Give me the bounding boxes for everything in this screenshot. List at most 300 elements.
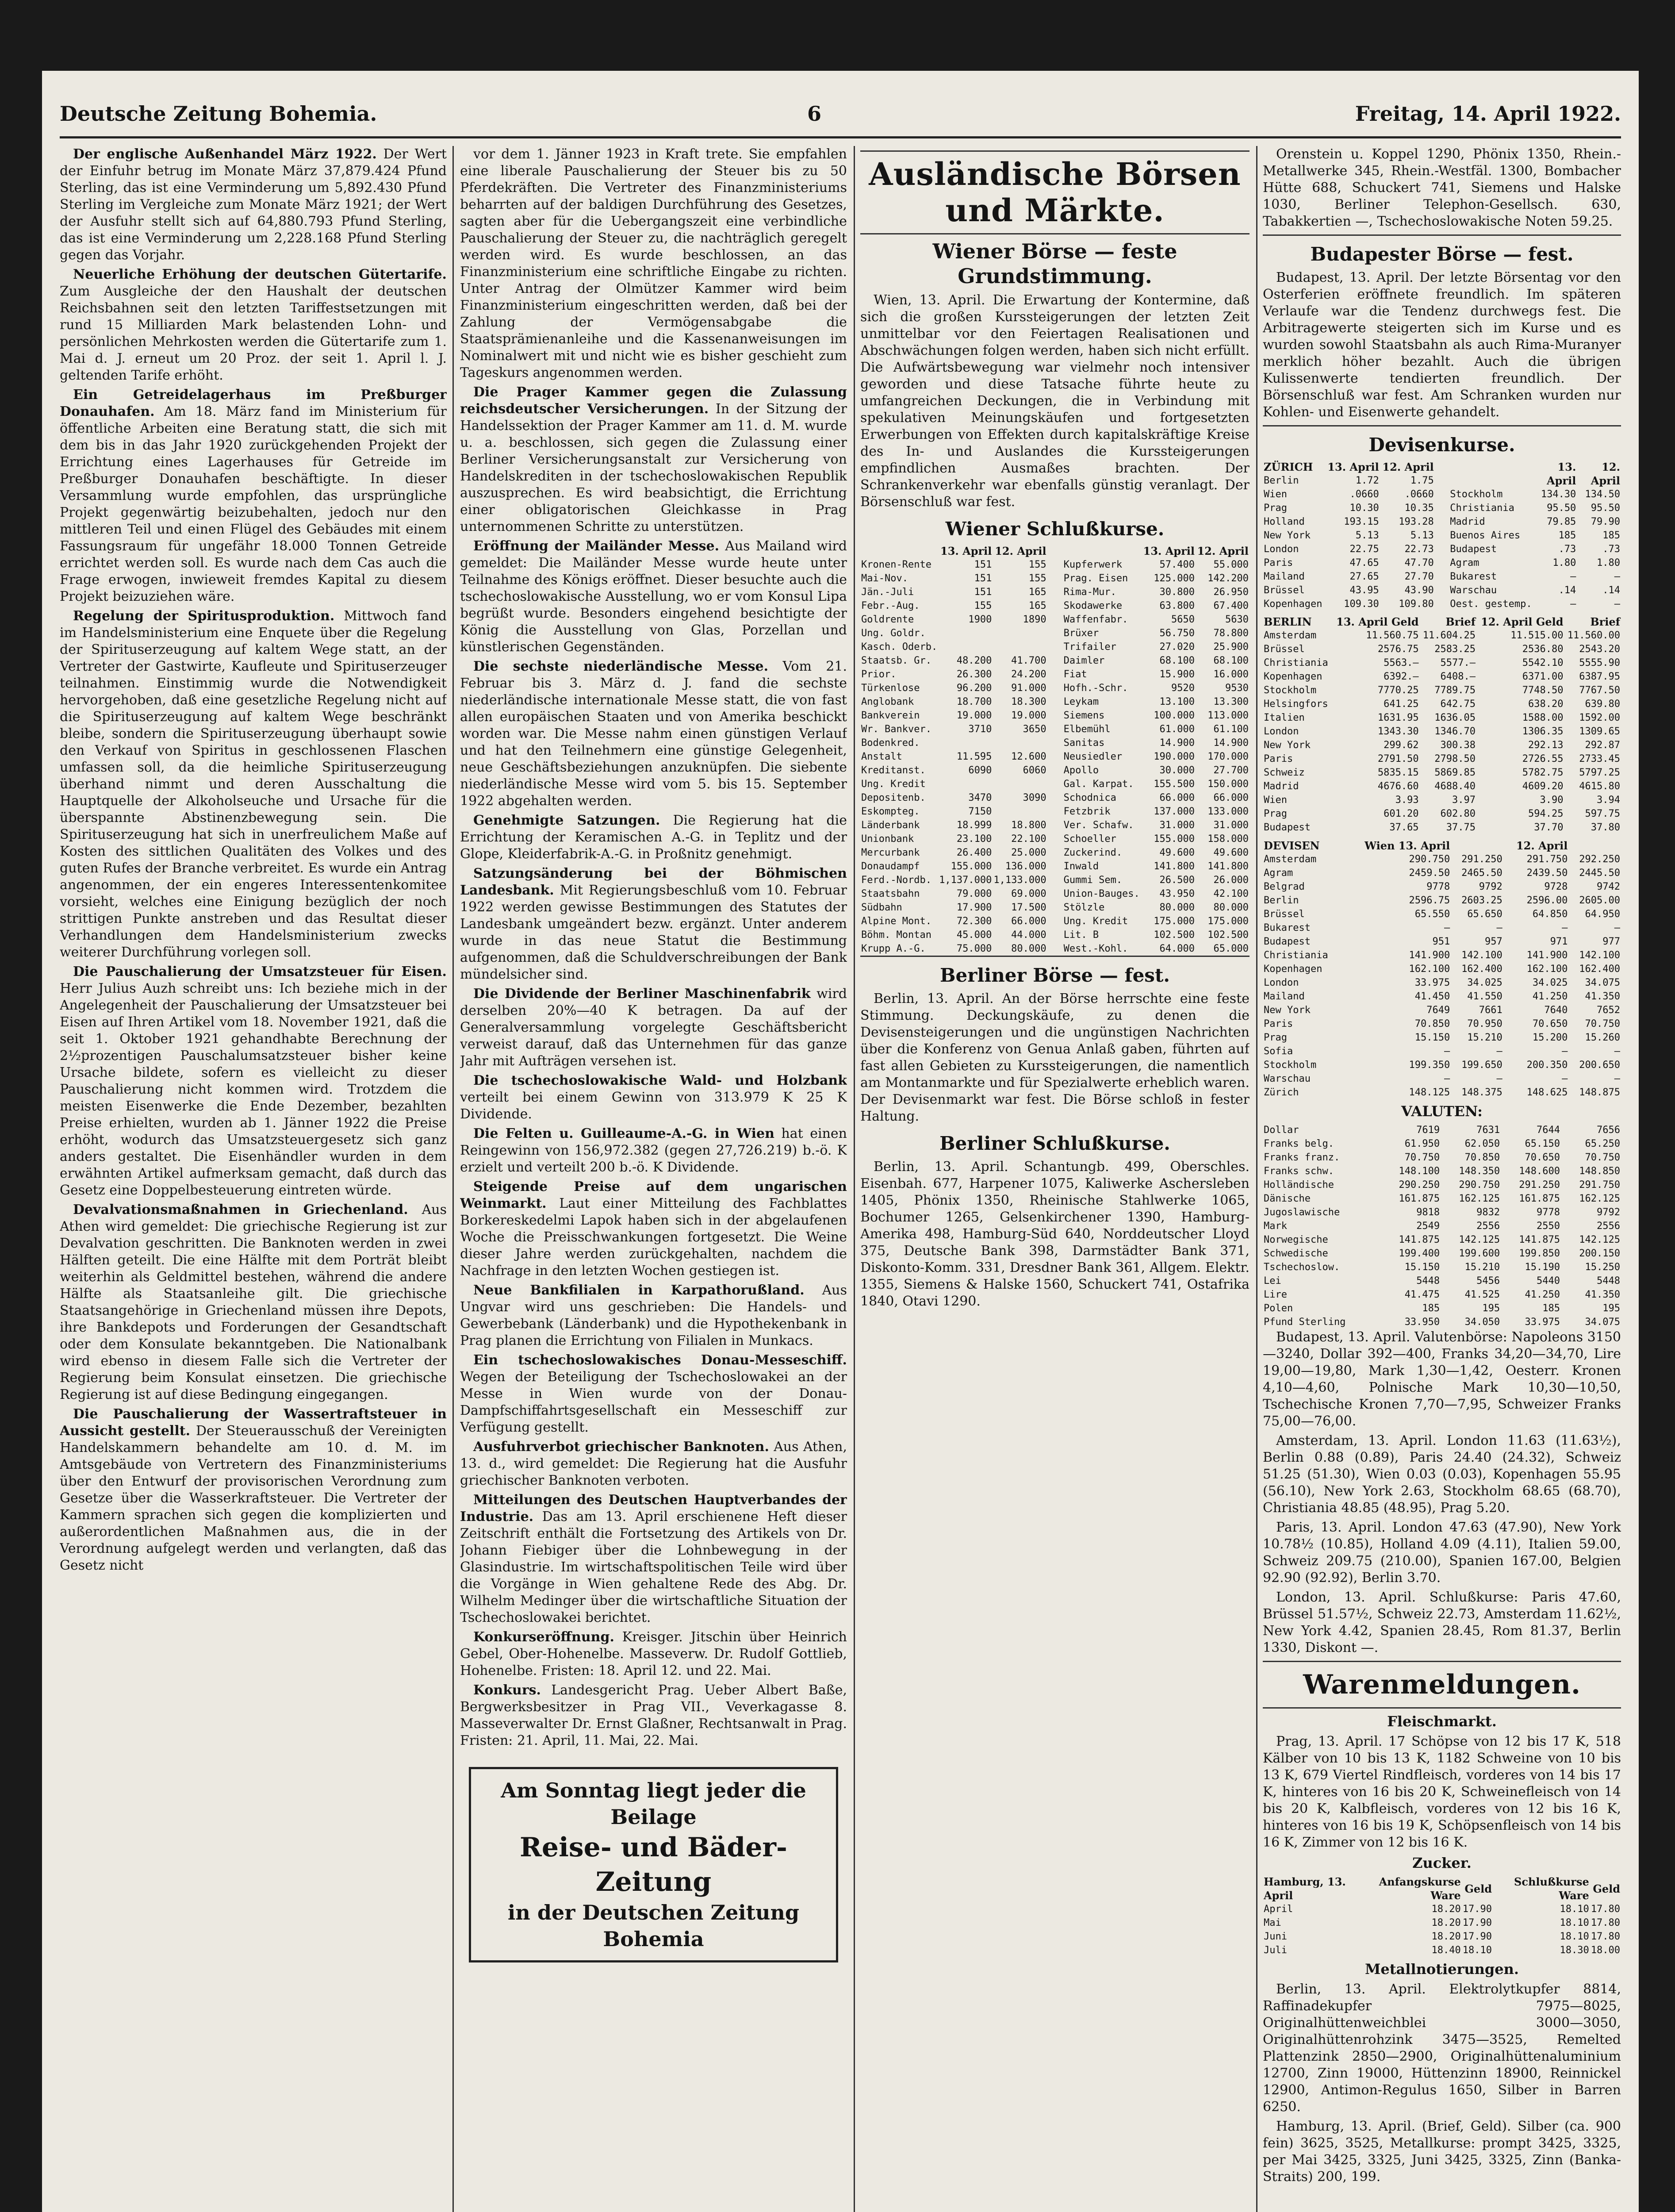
row-label: Italien bbox=[1264, 712, 1305, 723]
row-label: Mercurbank bbox=[861, 847, 920, 858]
table-row bbox=[1263, 1274, 1621, 1288]
row-label: Siemens bbox=[1063, 710, 1105, 721]
row-value: 641.25 bbox=[1384, 699, 1419, 710]
row-value: 185 bbox=[1422, 1303, 1440, 1314]
row-value: 2596.75 bbox=[1409, 895, 1450, 906]
article-text: Zum Ausgleiche der den Haushalt der deutschen Reichsbahnen seit den letzten Tariffestsetzungen mit rund 15 Milliarden Mark belastenden Lohn- und persönlichen Mehrkosten werden die Gütertarife zum 1. Mai d. J. erneut um 20 Proz. der seit 1. April l. J. geltenden Tarife erhöht. bbox=[60, 284, 447, 383]
row-value: 3.93 bbox=[1395, 795, 1419, 806]
row-value: 31.000 bbox=[1159, 820, 1195, 831]
row-value: 199.650 bbox=[1461, 1060, 1503, 1071]
table-row bbox=[1063, 901, 1250, 914]
table-row bbox=[1063, 572, 1250, 585]
column-header bbox=[1568, 839, 1621, 853]
row-value: 9818 bbox=[1416, 1207, 1440, 1218]
table-row bbox=[1263, 780, 1621, 793]
row-value: 11.604.25 bbox=[1422, 630, 1476, 641]
table-row bbox=[1449, 529, 1621, 542]
row-label: Jän.-Juli bbox=[861, 587, 914, 598]
row-value bbox=[993, 736, 1047, 750]
row-value: 66.000 bbox=[1213, 792, 1249, 803]
row-value: 151 bbox=[974, 573, 992, 584]
zurich-table-left bbox=[1263, 460, 1435, 611]
row-value: 3090 bbox=[1023, 792, 1046, 803]
row-value: 66.000 bbox=[1159, 792, 1195, 803]
article bbox=[60, 387, 447, 605]
row-value: 9520 bbox=[1171, 683, 1195, 694]
table-row bbox=[1263, 1123, 1621, 1137]
row-value: 2576.75 bbox=[1377, 644, 1419, 655]
row-value: 70.650 bbox=[1525, 1152, 1560, 1163]
article-title: Genehmigte Satzungen. bbox=[473, 813, 660, 828]
table-row bbox=[1263, 629, 1621, 642]
row-label: Mailand bbox=[1264, 571, 1305, 582]
row-value: 15.260 bbox=[1585, 1032, 1620, 1043]
row-value: 113.000 bbox=[1207, 710, 1249, 721]
table-row bbox=[860, 709, 1047, 722]
row-value: 5869.85 bbox=[1434, 767, 1476, 778]
row-value: 148.100 bbox=[1399, 1166, 1440, 1177]
row-value: 61.000 bbox=[1159, 724, 1195, 735]
row-label: Südbahn bbox=[861, 902, 902, 913]
row-label: Mai-Nov. bbox=[861, 573, 908, 584]
row-value: 141.875 bbox=[1399, 1234, 1440, 1245]
budapest-currency-report: Budapest, 13. April. Valutenbörse: Napoleons 3150—3240, Dollar 392—400, Franks 34,20—34,70, Lire 19,00—19,80, Mark 1,30—1,42, Oesterr. Kronen 4,10—4,60, Polnische Mark 10,30—10,50, Tschechische Kronen 7,70—7,95, Schweizer Franks 75,00—76,00. bbox=[1263, 1329, 1621, 1429]
date-header: 12. April bbox=[1197, 545, 1249, 557]
table-row bbox=[1449, 584, 1621, 597]
row-label: Madrid bbox=[1264, 781, 1299, 792]
row-value: 17.90 bbox=[1462, 1917, 1492, 1928]
article bbox=[460, 1682, 847, 1749]
article bbox=[60, 964, 447, 1199]
row-value: 142.100 bbox=[1461, 950, 1503, 961]
row-value: 26.400 bbox=[956, 847, 992, 858]
row-label: Pfund Sterling bbox=[1264, 1317, 1346, 1328]
table-row bbox=[1263, 515, 1435, 529]
article-title: Die tschechoslowakische Wald- und Holzbank bbox=[473, 1073, 847, 1088]
london-report: London, 13. April. Schlußkurse: Paris 47.60, Brüssel 51.57½, Schweiz 22.73, Amsterdam 11.62½, New York 4.42, Spanien 28.45, Rom 81.37, Berlin 1330, Diskont —. bbox=[1263, 1590, 1621, 1655]
row-value: 5456 bbox=[1476, 1275, 1500, 1286]
section-rule bbox=[1263, 425, 1621, 426]
row-value: 291.250 bbox=[1461, 854, 1503, 865]
row-value: 15.210 bbox=[1467, 1032, 1503, 1043]
row-value: 17.90 bbox=[1462, 1904, 1492, 1915]
table-row bbox=[1263, 529, 1435, 542]
row-value: — bbox=[1496, 1073, 1503, 1084]
table-row bbox=[1063, 599, 1250, 613]
row-label: Budapest bbox=[1264, 936, 1311, 947]
row-label: Depositenb. bbox=[861, 792, 926, 803]
row-value: 2445.50 bbox=[1579, 868, 1620, 879]
berlin-exchange-report: Berlin, 13. April. An der Börse herrschte eine feste Stimmung. Deckungskäufe, zu denen die Devisensteigerungen und die ungünstigen Nachrichten über die Konferenz von Genua Anlaß gaben, führten auf fast allen Gebieten zu Kurssteigerungen, die namentlich am Montanmarkte und für Spezialwerte erheblich waren. Der Devisenmarkt war fest. Die Börse schloß in fester Haltung. bbox=[860, 991, 1250, 1124]
row-label: Böhm. Montan bbox=[861, 929, 931, 941]
row-value: 151 bbox=[974, 587, 992, 598]
row-value: 9792 bbox=[1479, 881, 1503, 892]
row-value: 30.800 bbox=[1159, 587, 1195, 598]
date-header: 12. April bbox=[1591, 461, 1620, 487]
row-label: Ung. Kredit bbox=[861, 779, 926, 790]
row-value bbox=[938, 626, 993, 640]
row-value: 5797.25 bbox=[1579, 767, 1620, 778]
row-label: Ver. Schafw. bbox=[1063, 820, 1134, 831]
row-value: 162.400 bbox=[1579, 964, 1620, 975]
row-value: 195 bbox=[1602, 1303, 1620, 1314]
row-label: Fetzbrik bbox=[1063, 806, 1111, 817]
row-value: 10.35 bbox=[1404, 503, 1434, 514]
column-2 bbox=[460, 146, 847, 2212]
row-value: 18.10 bbox=[1560, 1931, 1589, 1942]
row-value: 17.80 bbox=[1591, 1917, 1620, 1928]
table-row bbox=[860, 585, 1047, 599]
row-value: 65.000 bbox=[1213, 943, 1249, 954]
table-row bbox=[860, 846, 1047, 860]
vienna-closing-table-left bbox=[860, 544, 1047, 956]
row-value: 4676.60 bbox=[1377, 781, 1419, 792]
row-label: Prag bbox=[1264, 1032, 1287, 1043]
berlin-exchange-heading: Berliner Börse — fest. bbox=[940, 964, 1170, 986]
table-row bbox=[1263, 542, 1435, 556]
table-row bbox=[1263, 1233, 1621, 1247]
row-value: 5440 bbox=[1537, 1275, 1560, 1286]
berlin-currency-table bbox=[1263, 615, 1621, 834]
row-label: Eskompteg. bbox=[861, 806, 920, 817]
table-row bbox=[1263, 684, 1621, 697]
article-title: Ausfuhrverbot griechischer Banknoten. bbox=[473, 1439, 769, 1455]
table-row bbox=[860, 681, 1047, 695]
row-value: 49.600 bbox=[1213, 847, 1249, 858]
column-header: 13. April Geld bbox=[1336, 615, 1419, 628]
row-value bbox=[938, 736, 993, 750]
row-value: 33.975 bbox=[1414, 977, 1450, 988]
section-rule bbox=[1263, 1661, 1621, 1662]
zurich-tables bbox=[1263, 460, 1621, 611]
row-value: 5563.— bbox=[1384, 657, 1419, 668]
newspaper-name: Deutsche Zeitung Bohemia. bbox=[60, 102, 377, 126]
row-value: 17.90 bbox=[1462, 1931, 1492, 1942]
row-value: 5782.75 bbox=[1522, 767, 1564, 778]
row-label: Apollo bbox=[1063, 765, 1099, 776]
row-label: Trifailer bbox=[1063, 641, 1116, 653]
table-row bbox=[1063, 736, 1250, 750]
row-value: 5555.90 bbox=[1579, 657, 1620, 668]
article-list bbox=[460, 146, 847, 1749]
table-row bbox=[1263, 1164, 1621, 1178]
row-value: 9792 bbox=[1597, 1207, 1620, 1218]
row-value: 41.700 bbox=[1011, 655, 1046, 666]
row-value: 47.65 bbox=[1349, 557, 1379, 568]
row-label: London bbox=[1264, 544, 1299, 555]
row-value: 6060 bbox=[1023, 765, 1046, 776]
article-text: Laut einer Mitteilung des Fachblattes Borkereskedelmi Lapok haben sich in der abgelaufenen Woche die Preisschwankungen fortgesetzt. Die Weine dieser Jahre werden zurückgehalten, nachdem die Nachfrage in den letzten Wochen gestiegen ist. bbox=[460, 1196, 847, 1279]
article-text: Das am 13. April erschienene Heft dieser Zeitschrift enthält die Fortsetzung des Artikels von Dr. Johann Fiebiger über die Lohnbewegung in der Glasindustrie. Im wirtschaftspolitischen Teile wird über die Vorgänge in Wien gehaltene Rede des Abg. Dr. Wilhelm Medinger über die wirtschaftliche Situation der Tschechoslowakei berichtet. bbox=[460, 1509, 847, 1625]
table-row bbox=[1263, 738, 1621, 752]
row-label: Hofh.-Schr. bbox=[1063, 683, 1128, 694]
vienna-currency-table bbox=[1263, 839, 1621, 1099]
table-row bbox=[860, 860, 1047, 873]
table-row bbox=[860, 901, 1047, 914]
row-value: 7631 bbox=[1476, 1125, 1500, 1136]
row-value: 15.210 bbox=[1464, 1262, 1500, 1273]
table-row bbox=[1063, 818, 1250, 832]
row-value: 2459.50 bbox=[1409, 868, 1450, 879]
table-row bbox=[1263, 1151, 1621, 1164]
row-label: Stockholm bbox=[1264, 685, 1317, 696]
table-row bbox=[1063, 640, 1250, 654]
row-value: 7656 bbox=[1597, 1125, 1620, 1136]
row-label: Dollar bbox=[1264, 1125, 1299, 1136]
row-label: Norwegische bbox=[1264, 1234, 1328, 1245]
row-value: 41.250 bbox=[1532, 991, 1568, 1002]
row-value: 1.80 bbox=[1597, 557, 1620, 568]
row-value: 26.500 bbox=[1159, 875, 1195, 886]
table-row bbox=[1263, 1916, 1621, 1930]
row-value: 9742 bbox=[1597, 881, 1620, 892]
row-value: 141.800 bbox=[1207, 861, 1249, 872]
table-row bbox=[1063, 860, 1250, 873]
row-value: 292.87 bbox=[1585, 740, 1620, 751]
table-row bbox=[1263, 1902, 1621, 1916]
row-label: Schweiz bbox=[1264, 767, 1305, 778]
table-row bbox=[1063, 805, 1250, 818]
table-row bbox=[1063, 654, 1250, 668]
row-value: 9778 bbox=[1537, 1207, 1560, 1218]
row-value: 34.050 bbox=[1464, 1317, 1500, 1328]
row-value: 33.975 bbox=[1525, 1317, 1560, 1328]
row-value: 15.150 bbox=[1414, 1032, 1450, 1043]
row-label: Stockholm bbox=[1264, 1060, 1317, 1071]
column-header: 12. April bbox=[1516, 839, 1568, 852]
table-row bbox=[1063, 558, 1250, 572]
row-value: 291.750 bbox=[1526, 854, 1568, 865]
row-value: 170.000 bbox=[1207, 751, 1249, 762]
article bbox=[460, 1492, 847, 1626]
row-value: 27.700 bbox=[1213, 765, 1249, 776]
row-value: 1343.30 bbox=[1377, 726, 1419, 737]
table-row bbox=[1263, 584, 1435, 597]
article-text: Aus Athen wird gemeldet: Die griechische Regierung ist zur Devalvation geschritten. Die Banknoten werden in zwei Hälften geteilt. Die eine Hälfte mit dem Porträt bleibt weiterhin als Geldmittel bestehen, während die andere Hälfte als Staatsanleihe gilt. Die griechische Staatsangehörige in Griechenland müssen ihre Depots, ihre Bankdepots und Forderungen der Gesandtschaft oder dem Konsulate bekanntgeben. Die Nationalbank wird ebenso in diesem Falle sich die Vertreter der Regierung beim Konsulat einsetzen. Die griechische Regierung ist auf diese Bedingung eingegangen. bbox=[60, 1202, 447, 1402]
row-value: 43.90 bbox=[1404, 585, 1434, 596]
article-text: hat einen Reingewinn von 156,972.382 (gegen 27,726.219) b.-ö. K erzielt und verteilt 200 b.-ö. K Dividende. bbox=[460, 1126, 847, 1175]
row-value: 37.75 bbox=[1446, 822, 1476, 833]
row-value: 141.900 bbox=[1526, 950, 1568, 961]
row-value: 18.30 bbox=[1560, 1945, 1589, 1956]
row-label: Helsingfors bbox=[1264, 699, 1328, 710]
table-row bbox=[1449, 488, 1621, 501]
row-value: 7150 bbox=[968, 806, 992, 817]
row-value: 7661 bbox=[1479, 1005, 1503, 1016]
row-label: Agram bbox=[1264, 868, 1293, 879]
paris-report: Paris, 13. April. London 47.63 (47.90), New York 10.78½ (10.85), Holland 4.09 (4.11), Italien 59.00, Schweiz 209.75 (210.00), Spanien 167.00, Belgien 92.90 (92.92), Berlin 3.70. bbox=[1263, 1520, 1621, 1586]
row-value: 6090 bbox=[968, 765, 992, 776]
row-value: 34.075 bbox=[1585, 977, 1620, 988]
row-value: 1900 bbox=[968, 614, 992, 625]
row-value: 292.13 bbox=[1528, 740, 1564, 751]
row-label: Zürich bbox=[1264, 1087, 1299, 1098]
row-label: April bbox=[1264, 1904, 1293, 1915]
table-row bbox=[1263, 821, 1621, 834]
table-row bbox=[1263, 1178, 1621, 1192]
table-row bbox=[860, 736, 1047, 750]
row-value bbox=[993, 640, 1047, 654]
row-value: 80.000 bbox=[1213, 902, 1249, 913]
row-value: 141.900 bbox=[1409, 950, 1450, 961]
row-value: 3710 bbox=[968, 724, 992, 735]
row-value: 2549 bbox=[1416, 1221, 1440, 1232]
row-value: 68.100 bbox=[1213, 655, 1249, 666]
row-value: — bbox=[1562, 1073, 1568, 1084]
row-value: 9778 bbox=[1426, 881, 1450, 892]
row-value: 70.750 bbox=[1404, 1152, 1440, 1163]
table-row bbox=[1263, 1192, 1621, 1206]
table-row bbox=[1449, 501, 1621, 515]
row-label: Gal. Karpat. bbox=[1063, 779, 1134, 790]
row-value: 642.75 bbox=[1440, 699, 1476, 710]
article bbox=[60, 266, 447, 384]
row-value: 34.025 bbox=[1532, 977, 1568, 988]
row-label: Anglobank bbox=[861, 696, 914, 707]
article bbox=[460, 1282, 847, 1349]
row-value: 61.100 bbox=[1213, 724, 1249, 735]
row-value bbox=[993, 805, 1047, 818]
article-text: Aus Mailand wird gemeldet: Die Mailänder Messe wurde heute unter Teilnahme des Königs eröffnet. Dieser besuchte auch die tschechoslowakische Ausstellung, wo er vom Konsul Lipa begrüßt wurde. Besonders eingehend besichtigte der König die Ausstellung von Glas, Porzellan und künstlerischen Gegenständen. bbox=[460, 538, 847, 655]
row-value: 15.190 bbox=[1525, 1262, 1560, 1273]
column-header: BERLIN bbox=[1264, 615, 1312, 628]
row-value: 165 bbox=[1028, 587, 1046, 598]
table-row bbox=[1263, 853, 1621, 866]
row-value: 100.000 bbox=[1154, 710, 1195, 721]
row-value: 2543.20 bbox=[1579, 644, 1620, 655]
table-row bbox=[1263, 1930, 1621, 1943]
row-value: 65.150 bbox=[1525, 1138, 1560, 1149]
article-title: Neue Bankfilialen in Karpathorußland. bbox=[473, 1283, 805, 1298]
row-value: 25.900 bbox=[1213, 641, 1249, 653]
row-value: 155.000 bbox=[1154, 833, 1195, 845]
row-label: Lire bbox=[1264, 1289, 1287, 1300]
row-value: 66.000 bbox=[1011, 916, 1046, 927]
date-header: 13. April bbox=[1327, 461, 1379, 473]
row-value: 17.900 bbox=[956, 902, 992, 913]
row-value: — bbox=[1614, 1046, 1620, 1057]
article bbox=[60, 608, 447, 961]
row-value: 162.100 bbox=[1409, 964, 1450, 975]
row-value: 18.20 bbox=[1431, 1917, 1461, 1928]
row-value: 37.65 bbox=[1389, 822, 1419, 833]
row-value: 17.500 bbox=[1011, 902, 1046, 913]
row-value: 18.40 bbox=[1431, 1945, 1461, 1956]
article-title: Devalvationsmaßnahmen in Griechenland. bbox=[73, 1202, 408, 1217]
metal-quotes-report: Berlin, 13. April. Elektrolytkupfer 8814, Raffinadekupfer 7975—8025, Originalhüttenweichblei 3000—3050, Originalhüttenrohzink 3475—3525, Remelted Plattenzink 2850—2900, Originalhüttenaluminium 12700, Zinn 19000, Hüttenzinn 18900, Reinnickel 12900, Antimon-Regulus 1650, Silber in Barren 6250. bbox=[1263, 1982, 1621, 2115]
column-header: Geld bbox=[1593, 1882, 1620, 1895]
row-value: 141.875 bbox=[1519, 1234, 1560, 1245]
row-label: Alpine Mont. bbox=[861, 916, 931, 927]
article bbox=[460, 865, 847, 983]
row-value: 1306.35 bbox=[1522, 726, 1564, 737]
row-value: 292.250 bbox=[1579, 854, 1620, 865]
valuten-heading: VALUTEN: bbox=[1401, 1103, 1483, 1120]
row-label: Paris bbox=[1264, 557, 1293, 568]
article-title: Der englische Außenhandel März 1922. bbox=[73, 146, 377, 162]
row-label: Febr.-Aug. bbox=[861, 600, 920, 611]
row-label: Franks belg. bbox=[1264, 1138, 1334, 1149]
article-text: Herr Julius Auzh schreibt uns: Ich beziehe mich in der Angelegenheit der Pauschalierung der Umsatzsteuer bei Eisen auf Ihren Artikel vom 18. November 1921, daß die seit 1. Oktober 1921 gehandhabte Berechnung der 2½prozentigen Pauschalumsatzsteuer bisher keine Ursache bildete, sofern es vielleicht zu dieser Pauschalierung nicht kommen wird. Trotzdem die meisten Eisenwerke die Ende Dezember, bezahlten Preise erhielten, wurden ab 1. Jänner 1922 die Preise erhöht, wodurch das Umsatzsteuergesetz sich ganz anders gestaltet. Die Eisenhändler wurden in dem erwähnten Artikel aufmerksam gemacht, daß durch das Gesetz eine Doppelbesteuerung eintreten würde. bbox=[60, 981, 447, 1198]
row-label: Skodawerke bbox=[1063, 600, 1123, 611]
table-row bbox=[1063, 791, 1250, 805]
row-label: Kopenhagen bbox=[1264, 599, 1322, 610]
row-value: 200.350 bbox=[1526, 1060, 1568, 1071]
row-value: 42.100 bbox=[1213, 888, 1249, 899]
row-value: 70.750 bbox=[1585, 1152, 1620, 1163]
article-text: Vom 21. Februar bis 3. März d. J. fand die sechste niederländische internationale Messe statt, die von fast allen europäischen Staaten und von Amerika beschickt worden war. Die Messe nahm einen günstigen Verlauf und hat den Teilnehmern eine günstige Gelegenheit, neue Geschäftsbeziehungen anzuknüpfen. Die siebente niederländische Messe wird vom 5. bis 15. September 1922 abgehalten werden. bbox=[460, 659, 847, 809]
row-value: 18.20 bbox=[1431, 1931, 1461, 1942]
row-value: 1.72 bbox=[1355, 475, 1379, 486]
row-label: Bukarest bbox=[1264, 922, 1311, 933]
row-value: 26.000 bbox=[1213, 875, 1249, 886]
berlin-quotes-continued: Orenstein u. Koppel 1290, Phönix 1350, Rhein.-Metallwerke 345, Rhein.-Westfäl. 1300, Bombacher Hütte 688, Schuckert 741, Siemens und Halske 1030, Berliner Telephon-Gesellsch. 630, Tabakkertien —, Tschechoslowakische Noten 59.25. bbox=[1263, 146, 1621, 229]
valuten-table bbox=[1263, 1123, 1621, 1329]
row-value: 1,133.000 bbox=[993, 875, 1046, 886]
newspaper-page bbox=[42, 71, 1639, 2212]
date-header: 13. April bbox=[940, 545, 992, 557]
row-value: 199.400 bbox=[1399, 1248, 1440, 1259]
row-value: 48.200 bbox=[956, 655, 992, 666]
row-label: Ung. Kredit bbox=[1063, 916, 1128, 927]
row-value: 4615.80 bbox=[1579, 781, 1620, 792]
row-value: — bbox=[1614, 922, 1620, 933]
meat-market-heading: Fleischmarkt. bbox=[1387, 1713, 1497, 1730]
row-value: 18.300 bbox=[1011, 696, 1046, 707]
row-value: 134.50 bbox=[1585, 489, 1620, 500]
table-row bbox=[1263, 907, 1621, 921]
row-value: 2605.00 bbox=[1579, 895, 1620, 906]
table-row bbox=[860, 613, 1047, 626]
row-label: Donaudampf bbox=[861, 861, 920, 872]
row-value: 594.25 bbox=[1528, 808, 1564, 819]
column-header: Wien 13. April bbox=[1365, 839, 1450, 852]
row-value: — bbox=[1570, 571, 1576, 582]
ad-line-1: Am Sonntag liegt jeder die Beilage bbox=[501, 1778, 806, 1829]
row-value: 70.750 bbox=[1585, 1018, 1620, 1029]
column-header bbox=[1451, 839, 1503, 853]
row-value: 151 bbox=[974, 559, 992, 570]
table-row bbox=[860, 668, 1047, 681]
row-label: Kopenhagen bbox=[1264, 964, 1322, 975]
currency-rates-heading: Devisenkurse. bbox=[1368, 434, 1515, 456]
row-label: Anstalt bbox=[861, 751, 902, 762]
table-row bbox=[860, 572, 1047, 585]
row-value: 200.150 bbox=[1579, 1248, 1620, 1259]
berlin-closing-report: Berlin, 13. April. Schantungb. 499, Oberschles. Eisenbah. 677, Harpener 1075, Kaliwerke Aschersleben 1405, Phönix 1350, Rheinische Stahlwerke 1065, Bochumer 1265, Gelsenkirchener 1390, Hamburg-Amerika 498, Hamburg-Süd 640, Norddeutscher Lloyd 375, Deutsche Bank 398, Darmstädter Bank 371, Diskonto-Komm. 331, Dresdner Bank 361, Allgem. Elektr. 1355, Siemens & Halske 1560, Schuckert 741, Ostafrika 1840, Otavi 1290. bbox=[860, 1159, 1250, 1309]
row-value: 190.000 bbox=[1154, 751, 1195, 762]
row-label: Bodenkred. bbox=[861, 737, 920, 749]
row-value: 41.525 bbox=[1464, 1289, 1500, 1300]
row-value: 11.560.75 bbox=[1366, 630, 1419, 641]
article-text: In der Sitzung der Handelssektion der Prager Kammer am 11. d. M. wurde u. a. beschlossen, sich gegen die Zulassung einer Berliner Versicherungsanstalt zur Versicherung von Handelskrediten in der tschechoslowakischen Republik auszusprechen. Es wird beabsichtigt, die Errichtung einer obligatorischen Gleichkasse in Prag unternommenen Schritte zu unterstützen. bbox=[460, 401, 847, 534]
table-row bbox=[860, 626, 1047, 640]
row-value: 199.600 bbox=[1459, 1248, 1500, 1259]
row-value: 9728 bbox=[1544, 881, 1568, 892]
row-value: 162.125 bbox=[1459, 1193, 1500, 1204]
row-label: Daimler bbox=[1063, 655, 1105, 666]
row-value: 2439.50 bbox=[1526, 868, 1568, 879]
row-value: 95.50 bbox=[1547, 503, 1576, 514]
ad-line-3: in der Deutschen Zeitung Bohemia bbox=[507, 1901, 800, 1951]
row-value: 1.80 bbox=[1552, 557, 1576, 568]
row-value: 148.875 bbox=[1579, 1087, 1620, 1098]
row-value: 49.600 bbox=[1159, 847, 1195, 858]
column-header: Schlußkurse Ware bbox=[1514, 1875, 1589, 1902]
row-value: .73 bbox=[1558, 544, 1576, 555]
article bbox=[460, 538, 847, 656]
row-value: 26.300 bbox=[956, 669, 992, 680]
